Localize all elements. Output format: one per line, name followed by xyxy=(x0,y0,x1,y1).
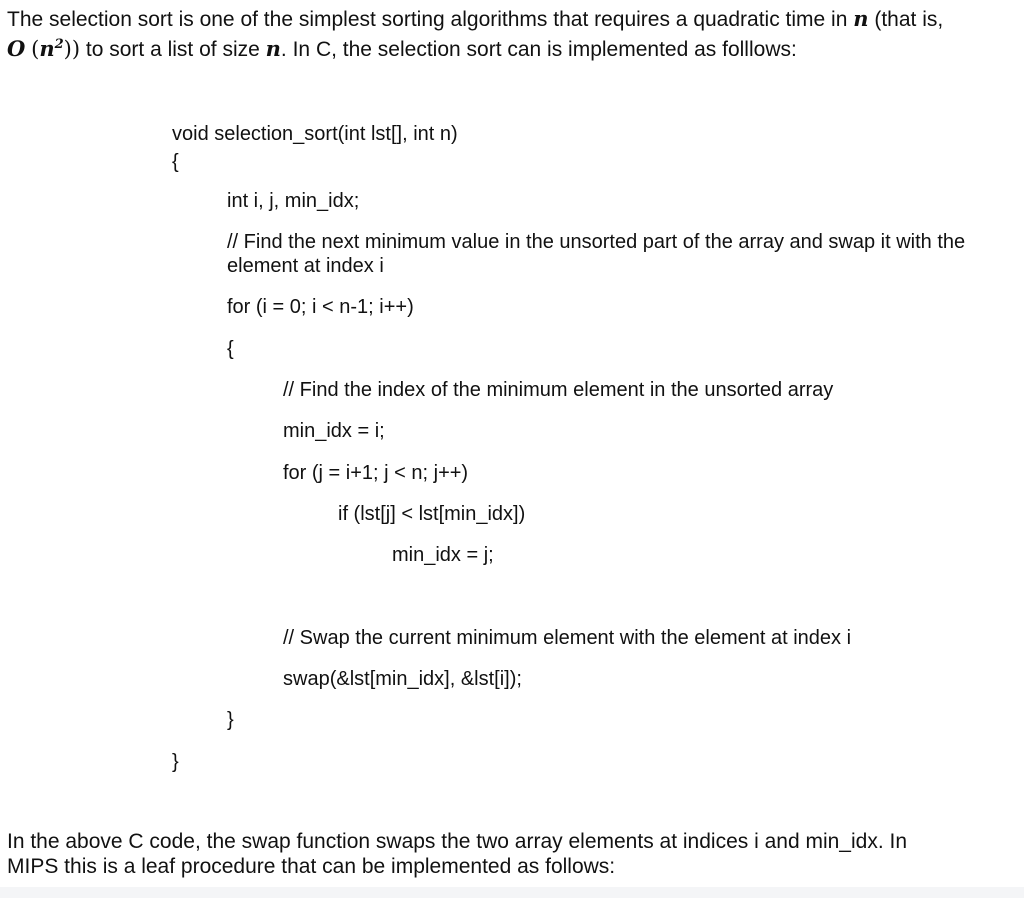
math-big-o: O xyxy=(7,36,26,61)
math-var-n-2: n xyxy=(265,36,281,61)
code-comment-swap: // Swap the current minimum element with the element at index i xyxy=(283,627,852,649)
code-close-brace-inner: } xyxy=(227,709,234,731)
outro-paragraph xyxy=(7,829,1012,879)
intro-text-1: The selection sort is one of the simplest sorting algorithms that requires a quadratic time in xyxy=(7,8,854,31)
math-n-squared-exponent: 2 xyxy=(54,37,64,52)
intro-text-1-tail: (that is, xyxy=(868,8,944,31)
math-var-n: n xyxy=(853,6,869,31)
code-assign-j: min_idx = j; xyxy=(392,544,494,566)
code-comment-inner: // Find the index of the minimum element in the unsorted array xyxy=(283,379,834,401)
code-open-brace-outer: { xyxy=(172,151,179,173)
intro-text-2-tail: . In C, the selection sort can is implemented as folllows: xyxy=(280,38,797,61)
code-close-brace-outer: } xyxy=(172,751,179,773)
code-for-inner: for (j = i+1; j < n; j++) xyxy=(283,462,469,484)
math-open-paren: ( xyxy=(31,37,40,61)
math-close-paren: )) xyxy=(63,37,81,61)
intro-line-2 xyxy=(7,34,1012,64)
page-bottom-strip xyxy=(0,887,1024,898)
code-if-statement: if (lst[j] < lst[min_idx]) xyxy=(338,503,526,525)
code-assign-min: min_idx = i; xyxy=(283,420,385,442)
code-for-outer: for (i = 0; i < n-1; i++) xyxy=(227,296,414,318)
code-signature: void selection_sort(int lst[], int n) xyxy=(172,123,458,145)
outro-line-2: MIPS this is a leaf procedure that can be implemented as follows: xyxy=(7,855,616,878)
code-comment-outer: // Find the next minimum value in the unsorted part of the array and swap it with the element at index i xyxy=(227,231,966,277)
code-swap-call: swap(&lst[min_idx], &lst[i]); xyxy=(283,668,522,690)
intro-text-2: to sort a list of size xyxy=(80,38,266,61)
code-open-brace-inner: { xyxy=(227,338,234,360)
outro-line-1: In the above C code, the swap function swaps the two array elements at indices i and min_idx. In xyxy=(7,830,907,853)
intro-line-1 xyxy=(7,4,1012,34)
math-n-squared-base: n xyxy=(39,36,55,61)
intro-paragraph xyxy=(7,4,1012,64)
code-declaration: int i, j, min_idx; xyxy=(227,190,360,212)
